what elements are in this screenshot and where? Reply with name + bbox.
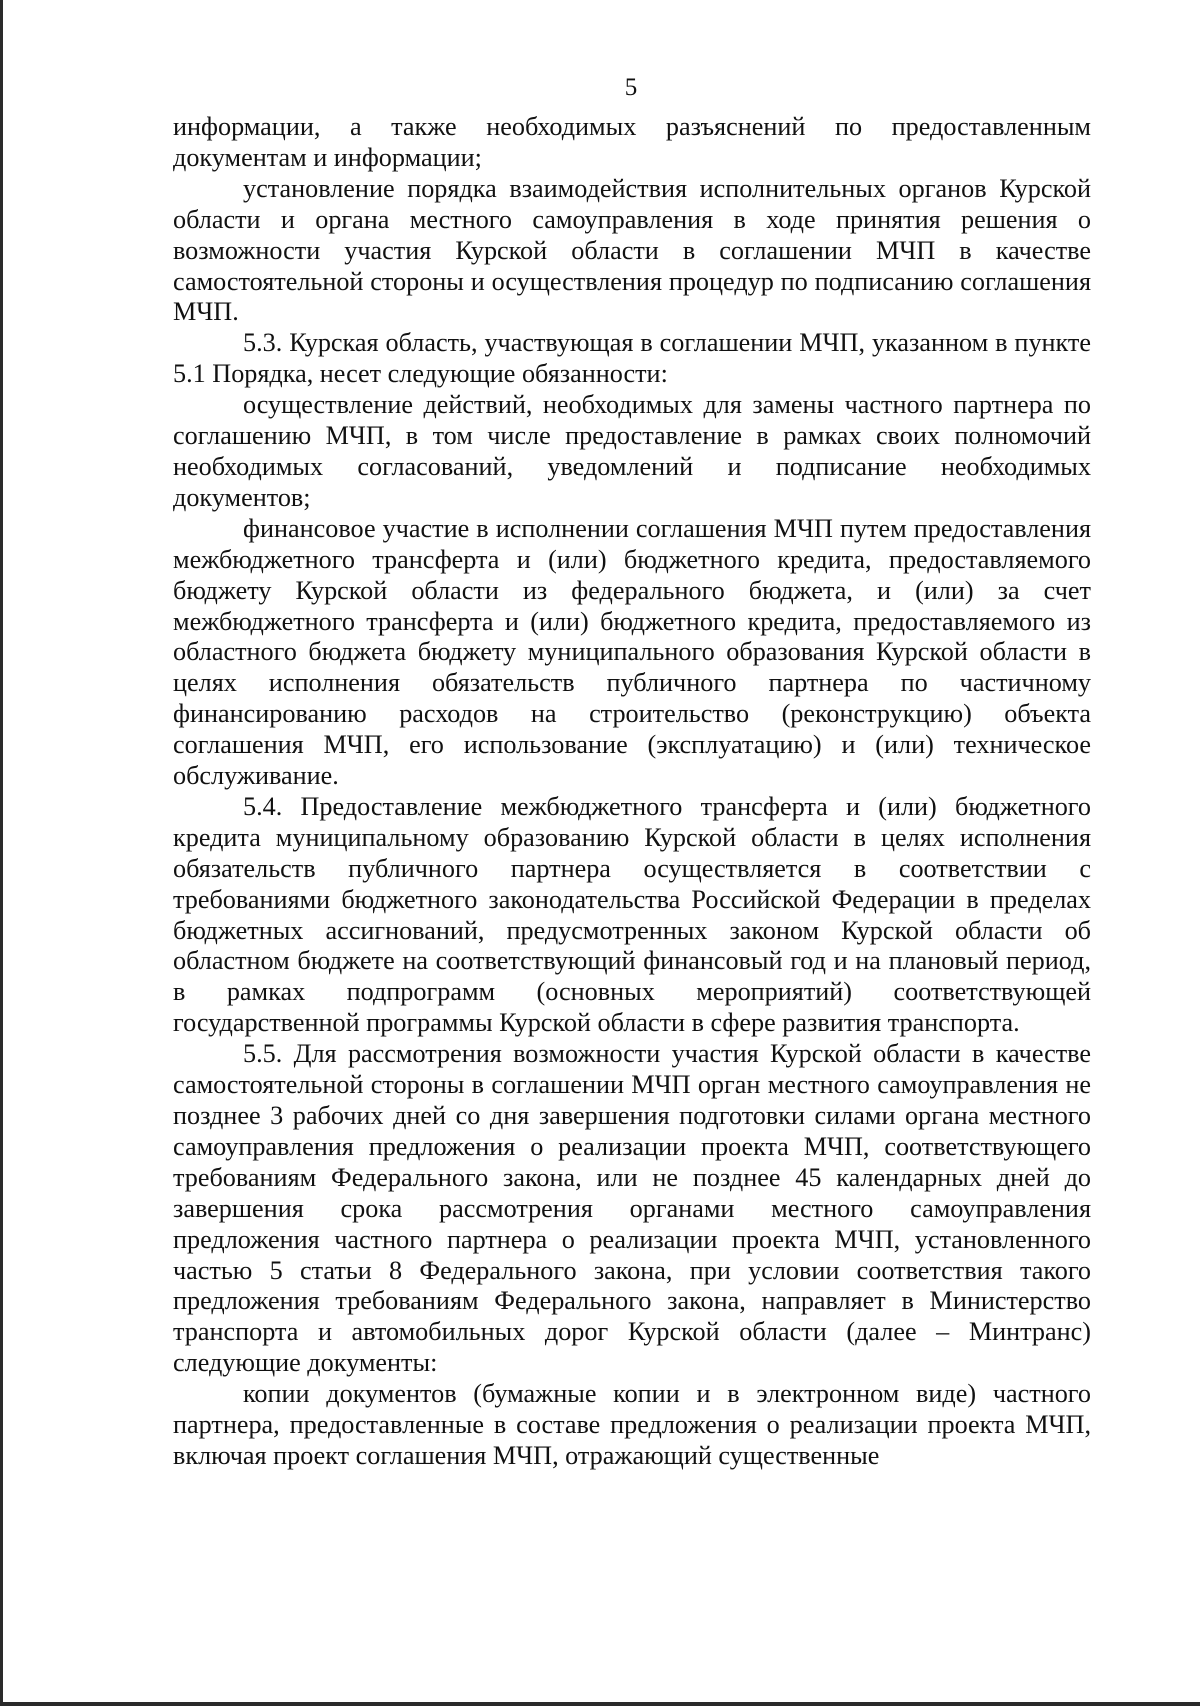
paragraph: осуществление действий, необходимых для замены частного партнера по соглашению МЧП, в том числе предоставление в рамках своих полномочий необходимых согласований, уведомлений и подписание необходимых документов; <box>173 390 1091 512</box>
scan-left-edge <box>0 0 3 1706</box>
paragraph-5-3: 5.3. Курская область, участвующая в соглашении МЧП, указанном в пункте 5.1 Порядка, несет следующие обязанности: <box>173 328 1091 389</box>
paragraph: копии документов (бумажные копии и в электронном виде) частного партнера, предоставленные в составе предложения о реализации проекта МЧП, включая проект соглашения МЧП, отражающий существенные <box>173 1379 1091 1470</box>
paragraph: установление порядка взаимодействия исполнительных органов Курской области и органа местного самоуправления в ходе принятия решения о возможности участия Курской области в соглашении МЧП в качестве самостоятельной стороны и осуществления процедур по подписанию соглашения МЧП. <box>173 173 1091 327</box>
scan-bottom-edge <box>0 1702 1200 1706</box>
document-body <box>173 112 1091 1472</box>
page-number: 5 <box>624 74 638 101</box>
paragraph-continuation: информации, а также необходимых разъяснений по предоставленным документам и информации; <box>173 112 1091 172</box>
paragraph-5-5: 5.5. Для рассмотрения возможности участия Курской области в качестве самостоятельной стороны в соглашении МЧП орган местного самоуправления не позднее 3 рабочих дней со дня завершения подготовки силами органа местного самоуправления предложения о реализации проекта МЧП, соответствующего требованиям Федерального закона, или не позднее 45 календарных дней до завершения срока рассмотрения органами местного самоуправления предложения частного партнера о реализации проекта МЧП, установленного частью 5 статьи 8 Федерального закона, при условии соответствия такого предложения требованиям Федерального закона, направляет в Министерство транспорта и автомобильных дорог Курской области (далее – Минтранс) следующие документы: <box>173 1039 1091 1378</box>
paragraph: финансовое участие в исполнении соглашения МЧП путем предоставления межбюджетного трансферта и (или) бюджетного кредита, предоставляемого бюджету Курской области из федерального бюджета, и (или) за счет межбюджетного трансферта и (или) бюджетного кредита, предоставляемого из областного бюджета бюджету муниципального образования Курской области в целях исполнения обязательств публичного партнера по частичному финансированию расходов на строительство (реконструкцию) объекта соглашения МЧП, его использование (эксплуатацию) и (или) техническое обслуживание. <box>173 513 1091 791</box>
paragraph-5-4: 5.4. Предоставление межбюджетного трансферта и (или) бюджетного кредита муниципальному образованию Курской области в целях исполнения обязательств публичного партнера осуществляется в соответствии с требованиями бюджетного законодательства Российской Федерации в пределах бюджетных ассигнований, предусмотренных законом Курской области об областном бюджете на соответствующий финансовый год и на плановый период, в рамках подпрограмм (основных мероприятий) соответствующей государственной программы Курской области в сфере развития транспорта. <box>173 791 1091 1038</box>
